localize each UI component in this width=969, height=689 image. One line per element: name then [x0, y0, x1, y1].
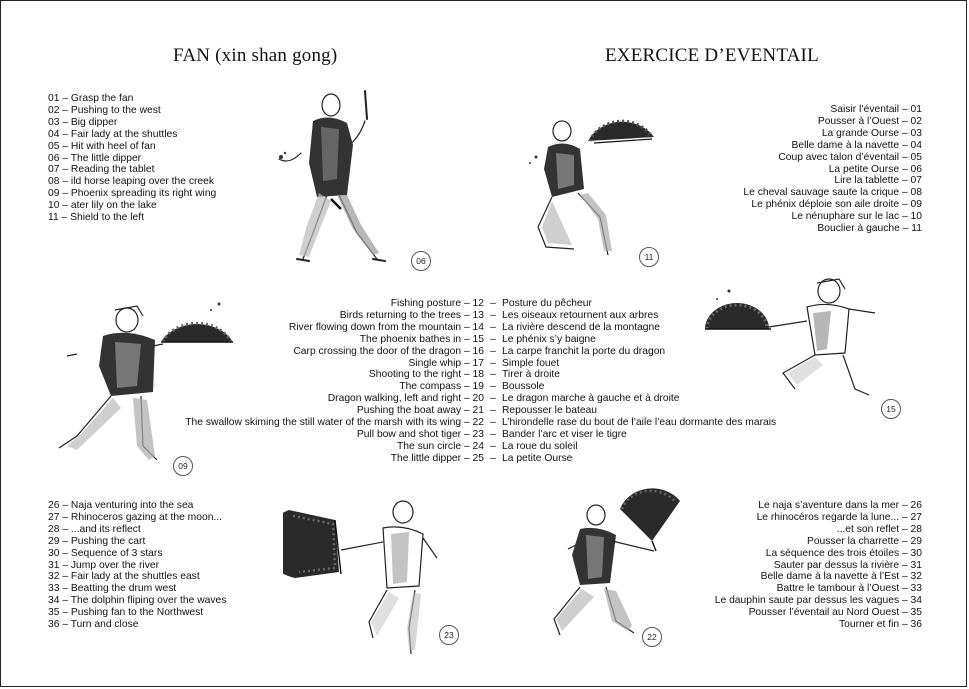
move-en-label: Pushing the boat away – 21: [356, 405, 484, 417]
separator-dash: –: [490, 428, 496, 440]
move-en-item: 28 – ...and its reflect: [48, 523, 141, 535]
move-fr-label: La petite Ourse: [502, 452, 573, 464]
move-en-item: 11 – Shield to the left: [48, 212, 144, 224]
moves-list-english-26-36: [48, 500, 226, 631]
move-fr-item: Sauter par dessus la rivière – 31: [773, 559, 922, 571]
move-fr-item: Pousser à l’Ouest – 02: [817, 115, 922, 127]
move-en-label: River flowing down from the mountain – 14: [288, 321, 484, 333]
figure-11-illustration: [516, 97, 666, 267]
moves-list-french-1-11: [743, 104, 922, 235]
move-en-item: 31 – Jump over the river: [48, 559, 160, 571]
move-en-label: The swallow skiming the still water of the marsh with its wing – 22: [185, 417, 484, 429]
move-fr-label: L’hirondelle rase du bout de l’aile l’eau dormante des marais: [502, 417, 777, 429]
move-fr-item: Tourner et fin – 36: [839, 619, 922, 631]
move-en-item: 26 – Naja venturing into the sea: [48, 500, 194, 511]
move-fr-item: Le nénuphare sur le lac – 10: [791, 211, 922, 223]
separator-dash: –: [490, 333, 496, 345]
move-fr-label: Repousser le bateau: [502, 405, 598, 417]
move-en-label: Pull bow and shot tiger – 23: [356, 428, 484, 440]
move-fr-item: ...et son reflet – 28: [836, 523, 922, 535]
move-fr-item: La grande Ourse – 03: [821, 127, 922, 139]
figure-22-number-badge: 22: [642, 627, 662, 647]
move-en-item: 03 – Big dipper: [48, 116, 118, 128]
move-fr-item: Battre le tambour à l’Ouest – 33: [776, 583, 922, 595]
move-bilingual-row: [141, 453, 941, 465]
move-fr-label: Les oiseaux retournent aux arbres: [502, 309, 659, 321]
moves-list-french-26-36: [715, 500, 922, 631]
move-fr-item: Le dauphin saute par dessus les vagues – 34: [714, 595, 922, 607]
move-en-label: The sun circle – 24: [397, 440, 484, 452]
move-bilingual-row: [141, 429, 941, 441]
separator-dash: –: [490, 452, 496, 464]
figure-23-number-badge: 23: [439, 625, 459, 645]
move-en-item: 35 – Pushing fan to the Northwest: [48, 607, 204, 619]
separator-dash: –: [490, 345, 496, 357]
move-en-label: Carp crossing the door of the dragon – 16: [293, 345, 484, 357]
move-en-item: 27 – Rhinoceros gazing at the moon...: [48, 511, 223, 523]
move-fr-label: Posture du pêcheur: [502, 298, 592, 309]
move-fr-item: La séquence des trois étoiles – 30: [765, 547, 922, 559]
move-fr-item: Pousser la charrette – 29: [806, 535, 922, 547]
separator-dash: –: [490, 405, 496, 417]
move-en-label: Shooting to the right – 18: [368, 369, 484, 381]
figure-23-illustration: [283, 498, 443, 663]
separator-dash: –: [490, 321, 496, 333]
figure-06-illustration: [269, 83, 399, 268]
figure-09-illustration: [37, 296, 237, 471]
move-fr-label: Bander l’arc et viser le tigre: [502, 428, 627, 440]
move-fr-item: La petite Ourse – 06: [828, 163, 922, 175]
figure-06-number-badge: 06: [411, 251, 431, 271]
move-en-item: 36 – Turn and close: [48, 619, 139, 631]
figure-15-number-badge: 15: [881, 399, 901, 419]
move-en-item: 05 – Hit with heel of fan: [48, 140, 156, 152]
move-en-label: Single whip – 17: [408, 357, 484, 369]
move-en-label: Birds returning to the trees – 13: [339, 309, 484, 321]
figure-15-illustration: [699, 269, 889, 414]
figure-22-illustration: [524, 479, 684, 649]
move-fr-label: La rivière descend de la montagne: [502, 321, 660, 333]
move-fr-label: La carpe franchit la porte du dragon: [502, 345, 666, 357]
moves-list-english-1-11: [48, 93, 216, 224]
move-fr-item: Belle dame à la navette à l’Est – 32: [760, 571, 922, 583]
title-french: EXERCICE D’EVENTAIL: [605, 45, 819, 66]
move-fr-item: Le rhinocéros regarde la lune... – 27: [756, 511, 922, 523]
move-en-label: Dragon walking, left and right – 20: [327, 393, 484, 405]
move-en-label: Fishing posture – 12: [390, 298, 484, 309]
move-fr-item: Coup avec talon d’éventail – 05: [778, 151, 922, 163]
move-en-item: 10 – ater lily on the lake: [48, 200, 157, 212]
move-fr-item: Le phénix déploie son aile droite – 09: [751, 199, 922, 211]
move-en-item: 09 – Phoenix spreading its right wing: [48, 188, 217, 200]
move-fr-item: Lire la tablette – 07: [834, 175, 922, 187]
move-en-item: 34 – The dolphin fliping over the waves: [48, 595, 227, 607]
move-fr-label: Tirer à droite: [502, 369, 560, 381]
separator-dash: –: [490, 393, 496, 405]
move-en-item: 06 – The little dipper: [48, 152, 142, 164]
move-fr-item: Le naja s’aventure dans la mer – 26: [758, 500, 922, 511]
move-en-item: 08 – ild horse leaping over the creek: [48, 176, 214, 188]
move-fr-label: Le dragon marche à gauche et à droite: [502, 393, 680, 405]
move-fr-label: La roue du soleil: [502, 440, 578, 452]
move-fr-item: Belle dame à la navette – 04: [791, 139, 922, 151]
move-en-item: 30 – Sequence of 3 stars: [48, 547, 163, 559]
separator-dash: –: [490, 381, 496, 393]
move-fr-item: Bouclier à gauche – 11: [817, 223, 922, 235]
move-en-label: The compass – 19: [399, 381, 484, 393]
move-en-label: The phoenix bathes in – 15: [359, 333, 484, 345]
separator-dash: –: [490, 298, 496, 309]
title-english: FAN (xin shan gong): [173, 45, 338, 66]
move-en-item: 04 – Fair lady at the shuttles: [48, 128, 178, 140]
move-fr-item: Pousser l’éventail au Nord Ouest – 35: [748, 607, 922, 619]
move-en-item: 01 – Grasp the fan: [48, 93, 134, 104]
move-fr-label: Le phénix s’y baigne: [502, 333, 596, 345]
figure-09-number-badge: 09: [173, 456, 193, 476]
move-en-item: 29 – Pushing the cart: [48, 535, 146, 547]
move-fr-label: Boussole: [502, 381, 545, 393]
move-fr-item: Saisir l’éventail – 01: [830, 104, 922, 115]
separator-dash: –: [490, 309, 496, 321]
move-en-item: 02 – Pushing to the west: [48, 104, 161, 116]
move-en-item: 33 – Beatting the drum west: [48, 583, 177, 595]
separator-dash: –: [490, 417, 496, 429]
move-bilingual-row: [141, 441, 941, 453]
move-en-label: The little dipper – 25: [390, 452, 484, 464]
figure-11-number-badge: 11: [639, 247, 659, 267]
move-bilingual-row: [141, 417, 941, 429]
move-en-item: 32 – Fair lady at the shuttles east: [48, 571, 200, 583]
separator-dash: –: [490, 369, 496, 381]
move-en-item: 07 – Reading the tablet: [48, 164, 155, 176]
move-fr-label: Simple fouet: [502, 357, 560, 369]
separator-dash: –: [490, 440, 496, 452]
move-fr-item: Le cheval sauvage saute la crique – 08: [743, 187, 922, 199]
separator-dash: –: [490, 357, 496, 369]
